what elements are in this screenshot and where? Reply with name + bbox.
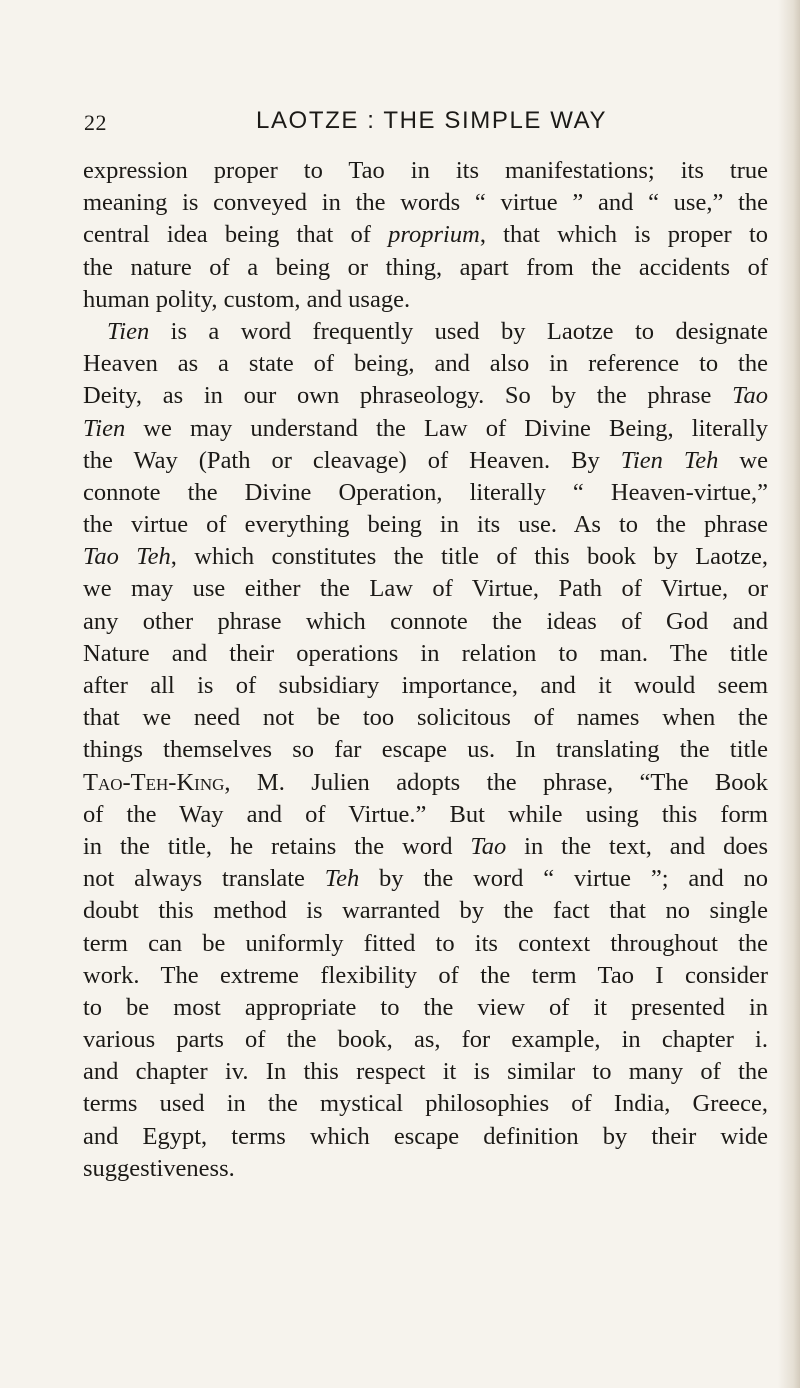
text-line: the virtue of everything being in its use. As to the phrase (83, 511, 768, 539)
text-line: central idea being that of proprium, that which is proper to (83, 221, 768, 249)
italic-term: Teh (324, 865, 360, 893)
text-line: Deity, as in our own phraseology. So by the phrase Tao (83, 382, 768, 410)
text-line-paragraph-end: suggestiveness. (83, 1154, 235, 1182)
italic-term: Tien (83, 414, 126, 442)
text-line: any other phrase which connote the ideas of God and (83, 607, 768, 635)
text-line: of the Way and of Virtue.” But while using this form (83, 800, 768, 828)
italic-term: Tien Teh (620, 446, 719, 474)
body-text (83, 155, 768, 1185)
text-line: the Way (Path or cleavage) of Heaven. By Tien Teh we (83, 446, 768, 474)
text-line: Heaven as a state of being, and also in reference to the (83, 350, 768, 378)
text-line: various parts of the book, as, for example, in chapter i. (83, 1026, 768, 1054)
text-line: to be most appropriate to the view of it presented in (83, 993, 768, 1021)
text-line: work. The extreme flexibility of the term Tao I consider (83, 961, 768, 989)
italic-term: Tien (107, 317, 150, 345)
italic-term: proprium (388, 221, 480, 249)
text-line: terms used in the mystical philosophies of India, Greece, (83, 1090, 768, 1118)
text-line-paragraph-start: Tien is a word frequently used by Laotze to designate (107, 317, 768, 345)
italic-term: Tao (470, 832, 507, 860)
text-line: connote the Divine Operation, literally “ Heaven-virtue,” (83, 478, 768, 506)
running-title: LAOTZE : THE SIMPLE WAY (256, 107, 608, 134)
text-line: Tao-Teh-King, M. Julien adopts the phrase, “The Book (83, 768, 768, 796)
text-line: Nature and their operations in relation to man. The title (83, 639, 768, 667)
small-caps-title: Tao-Teh-King (83, 768, 225, 796)
text-line: and chapter iv. In this respect it is similar to many of the (83, 1058, 768, 1086)
text-line: Tien we may understand the Law of Divine Being, literally (83, 414, 768, 442)
page-number: 22 (84, 110, 107, 135)
text-line: and Egypt, terms which escape definition by their wide (83, 1122, 768, 1150)
text-line: not always translate Teh by the word “ virtue ”; and no (83, 865, 769, 893)
text-line: after all is of subsidiary importance, and it would seem (83, 672, 768, 699)
text-line-paragraph-end: human polity, custom, and usage. (83, 285, 411, 313)
text-line: expression proper to Tao in its manifestations; its true (83, 157, 768, 184)
text-line: that we need not be too solicitous of names when the (83, 704, 768, 732)
text-line: doubt this method is warranted by the fact that no single (83, 897, 768, 925)
page-edge-shadow (778, 0, 800, 1388)
text-line: the nature of a being or thing, apart from the accidents of (83, 253, 768, 281)
italic-term: Tao (732, 382, 768, 410)
text-line: things themselves so far escape us. In translating the title (83, 736, 768, 764)
text-line: Tao Teh, which constitutes the title of this book by Laotze, (83, 543, 768, 571)
text-line: term can be uniformly fitted to its context throughout the (83, 929, 768, 957)
italic-term: Tao Teh (83, 543, 171, 571)
text-line: meaning is conveyed in the words “ virtue ” and “ use,” the (83, 189, 768, 217)
running-head (0, 104, 800, 144)
text-line: we may use either the Law of Virtue, Path of Virtue, or (83, 575, 768, 603)
text-line: in the title, he retains the word Tao in the text, and does (83, 832, 768, 860)
